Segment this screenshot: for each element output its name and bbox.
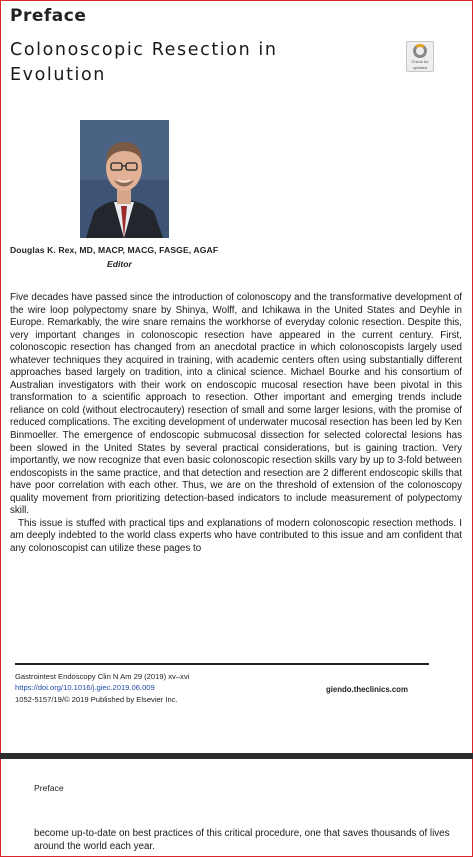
journal-website[interactable]: giendo.theclinics.com <box>326 685 408 694</box>
article-body <box>10 292 462 555</box>
article-title <box>10 38 370 88</box>
journal-citation: Gastrointest Endoscopy Clin N Am 29 (2019) xv–xvi <box>15 672 190 681</box>
running-head: Preface <box>34 783 64 793</box>
continued-paragraph: become up-to-date on best practices of this critical procedure, one that saves thousands of lives around the world each year. <box>34 828 450 852</box>
page-divider <box>0 753 473 759</box>
section-label: Preface <box>10 6 87 26</box>
check-for-updates-badge[interactable] <box>406 41 434 72</box>
author-photo-icon <box>80 120 169 238</box>
badge-text-1: Check for <box>411 59 429 64</box>
copyright-line: 1052-5157/19/© 2019 Published by Elsevier Inc. <box>15 694 178 704</box>
title-line-2: Evolution <box>10 65 106 85</box>
body-paragraph-1: Five decades have passed since the introduction of colonoscopy and the transformative development of the wire loop polypectomy snare by Shinya, Wolff, and Ichikawa in the United States and Deyhle in Europe. Remarkably, the wire snare remains the workhorse of everyday colonic resection. Despite this, very important changes in colonoscopic resection have appeared in the current century. First, colonoscopic resection has changed from an anecdotal practice in which colonoscopists largely used whatever techniques they acquired in training, with academic centers often using substantially different approaches based largely on tradition, into a clinical science. Michael Bourke and his consortium of Australian investigators with their work on endoscopic mucosal resection have been pivotal in this transformation to a scientific approach to resection. Other important and emerging trends include reliance on cold (without electrocautery) resection of small and some larger lesions, with the promise of reduced complications. The exciting development of underwater mucosal resection has been led by Ken Binmoeller. The emergence of endoscopic submucosal dissection for selected colorectal lesions has been slowed in the United States by several practical considerations, but is gaining traction. Very importantly, we now recognize that even basic colonoscopic resection skills vary by up to 3-fold between endoscopists in the same practice, and that detection and resection are 2 different endoscopic skills that have poor correlation with each other. Thus, we are on the threshold of extension of the colonoscopy quality movement from prioritizing detection-based indicators to include measurement of polypectomy skill. <box>10 292 462 517</box>
update-icon <box>413 44 427 58</box>
title-line-1: Colonoscopic Resection in <box>10 40 278 60</box>
doi-link[interactable]: https://doi.org/10.1016/j.giec.2019.06.009 <box>15 683 155 693</box>
author-name: Douglas K. Rex, MD, MACP, MACG, FASGE, AGAF <box>10 245 219 255</box>
author-portrait <box>80 120 169 238</box>
footer-citation-block <box>15 671 189 705</box>
author-role: Editor <box>107 259 132 269</box>
body-paragraph-2: This issue is stuffed with practical tips and explanations of modern colonoscopic resection methods. I am deeply indebted to the world class experts who have contributed to this issue and am confident that any colonoscopist can utilize these pages to <box>10 517 462 554</box>
badge-text-2: updates <box>412 65 428 70</box>
footer-divider <box>15 663 429 665</box>
